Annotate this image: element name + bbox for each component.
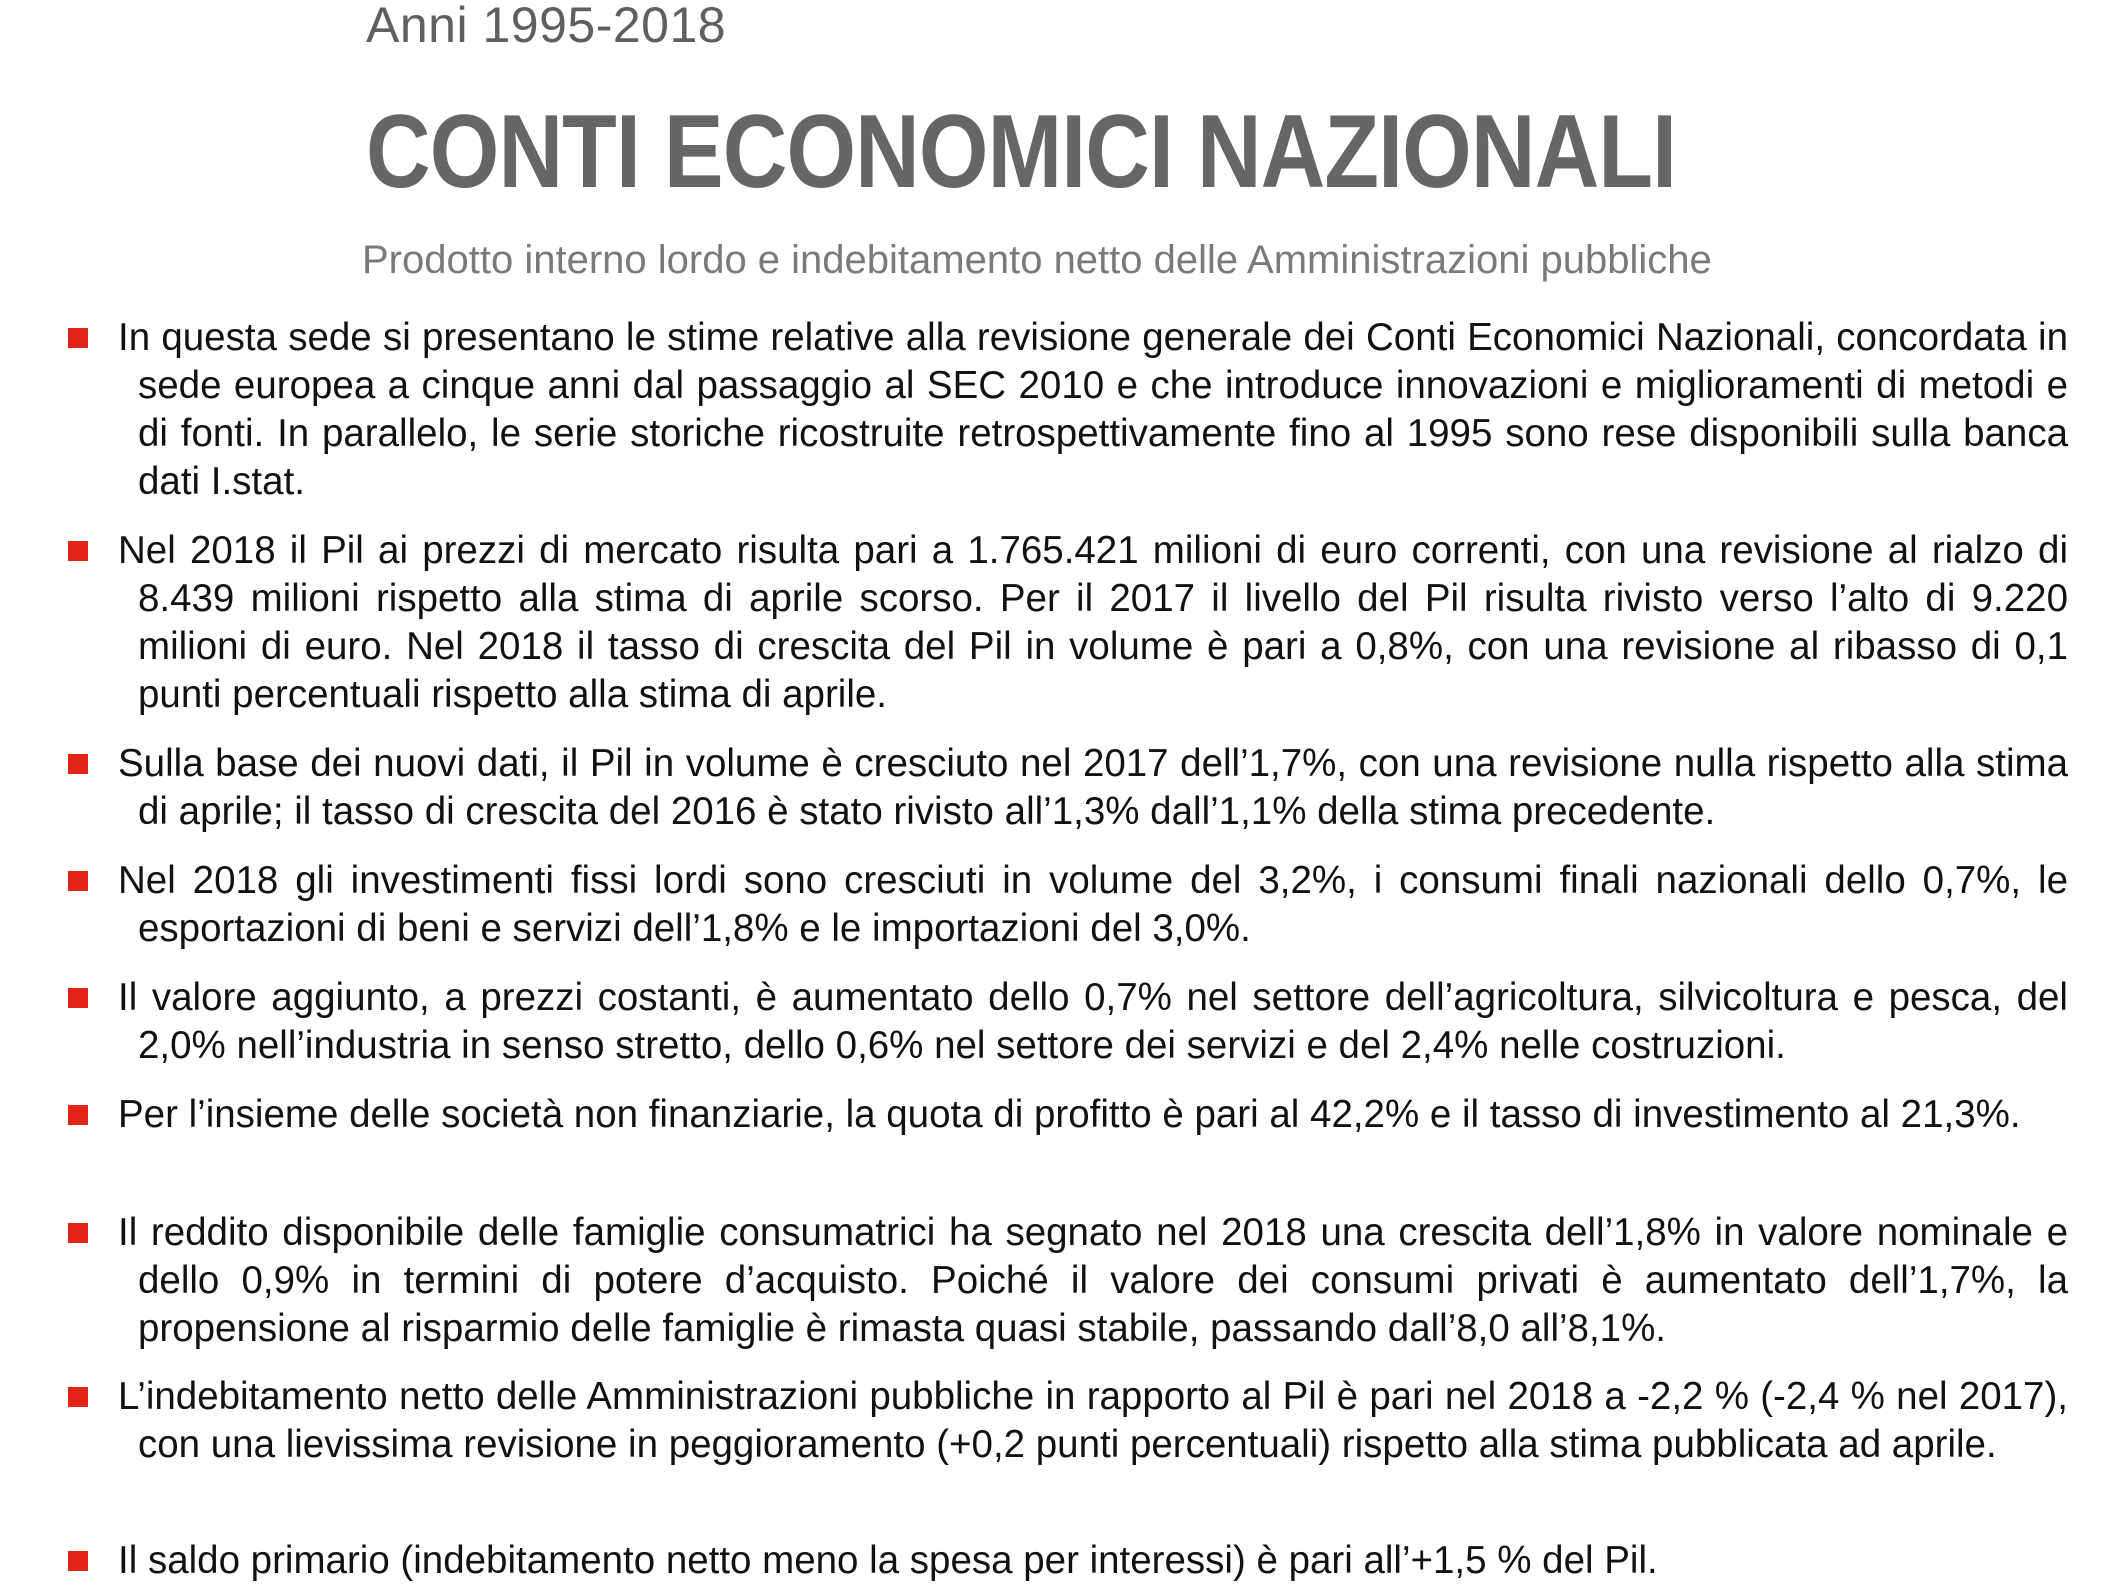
report-title: CONTI ECONOMICI NAZIONALI	[366, 94, 1677, 210]
red-square-bullet-icon	[68, 541, 88, 561]
highlight-item	[68, 1373, 2068, 1469]
red-square-bullet-icon	[68, 1551, 88, 1571]
highlight-text: Per l’insieme delle società non finanziarie, la quota di profitto è pari al 42,2% e il tasso di investimento al 21,3%.	[118, 1093, 2021, 1136]
highlight-item	[68, 314, 2068, 506]
highlight-item	[68, 1537, 2068, 1585]
red-square-bullet-icon	[68, 871, 88, 891]
highlight-item	[68, 857, 2068, 953]
red-square-bullet-icon	[68, 1223, 88, 1243]
highlight-item	[68, 1091, 2068, 1139]
highlight-text: Sulla base dei nuovi dati, il Pil in volume è cresciuto nel 2017 dell’1,7%, con una revisione nulla rispetto alla stima di aprile; il tasso di crescita del 2016 è stato rivisto all’1,3% dall’1,1% della stima precedente.	[118, 742, 2068, 833]
highlight-text: In questa sede si presentano le stime relative alla revisione generale dei Conti Economici Nazionali, concordata in sede europea a cinque anni dal passaggio al SEC 2010 e che introduce innovazioni e miglioramenti di metodi e di fonti. In parallelo, le serie storiche ricostruite retrospettivamente fino al 1995 sono rese disponibili sulla banca dati I.stat.	[118, 316, 2068, 503]
report-subtitle: Prodotto interno lordo e indebitamento netto delle Amministrazioni pubbliche	[362, 238, 1712, 282]
highlight-text: Il valore aggiunto, a prezzi costanti, è aumentato dello 0,7% nel settore dell’agricoltura, silvicoltura e pesca, del 2,0% nell’industria in senso stretto, dello 0,6% nel settore dei servizi e del 2,4% nelle costruzioni.	[118, 976, 2068, 1067]
highlight-item	[68, 740, 2068, 836]
highlight-item	[68, 527, 2068, 719]
highlight-item	[68, 974, 2068, 1070]
report-period: Anni 1995-2018	[366, 0, 727, 53]
red-square-bullet-icon	[68, 1105, 88, 1125]
highlight-text: Il reddito disponibile delle famiglie consumatrici ha segnato nel 2018 una crescita dell’1,8% in valore nominale e dello 0,9% in termini di potere d’acquisto. Poiché il valore dei consumi privati è aumentato dell’1,7%, la propensione al risparmio delle famiglie è rimasta quasi stabile, passando dall’8,0 all’8,1%.	[118, 1211, 2068, 1350]
highlight-text: Nel 2018 gli investimenti fissi lordi sono cresciuti in volume del 3,2%, i consumi finali nazionali dello 0,7%, le esportazioni di beni e servizi dell’1,8% e le importazioni del 3,0%.	[118, 859, 2068, 950]
highlight-text: L’indebitamento netto delle Amministrazioni pubbliche in rapporto al Pil è pari nel 2018 a -2,2 % (-2,4 % nel 2017), con una lievissima revisione in peggioramento (+0,2 punti percentuali) rispetto alla stima pubblicata ad aprile.	[118, 1375, 2068, 1466]
red-square-bullet-icon	[68, 988, 88, 1008]
red-square-bullet-icon	[68, 328, 88, 348]
red-square-bullet-icon	[68, 754, 88, 774]
highlight-text: Il saldo primario (indebitamento netto meno la spesa per interessi) è pari all’+1,5 % del Pil.	[118, 1539, 1658, 1582]
highlight-item	[68, 1209, 2068, 1353]
red-square-bullet-icon	[68, 1387, 88, 1407]
highlight-text: Nel 2018 il Pil ai prezzi di mercato risulta pari a 1.765.421 milioni di euro correnti, con una revisione al rialzo di 8.439 milioni rispetto alla stima di aprile scorso. Per il 2017 il livello del Pil risulta rivisto verso l’alto di 9.220 milioni di euro. Nel 2018 il tasso di crescita del Pil in volume è pari a 0,8%, con una revisione al ribasso di 0,1 punti percentuali rispetto alla stima di aprile.	[118, 529, 2068, 716]
